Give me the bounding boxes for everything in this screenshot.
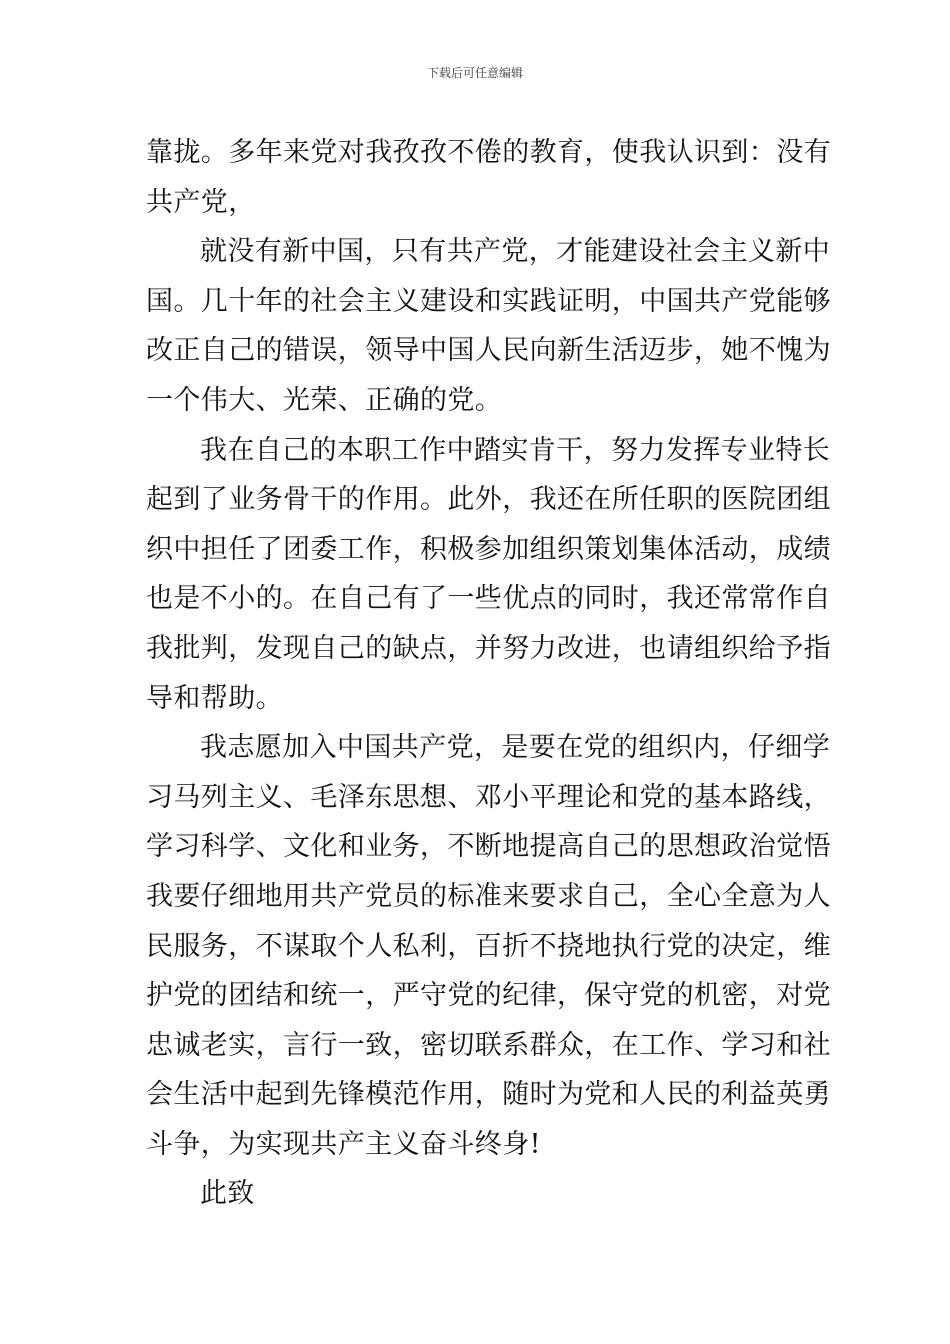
text-line: 我志愿加入中国共产党，是要在党的组织内，仔细学	[200, 732, 831, 764]
text-line: 习马列主义、毛泽东思想、邓小平理论和党的基本路线，	[146, 781, 831, 813]
text-line: 就没有新中国，只有共产党，才能建设社会主义新中	[200, 236, 831, 268]
text-line: 也是不小的。在自己有了一些优点的同时，我还常常作自	[146, 583, 831, 615]
closing-salutation	[146, 1169, 816, 1219]
text-line: 我批判，发现自己的缺点，并努力改进，也请组织给予指	[146, 632, 831, 664]
document-body	[146, 128, 831, 1219]
paragraph-1	[146, 128, 831, 227]
text-line: 一个伟大、光荣、正确的党。	[146, 384, 503, 416]
text-line: 民服务，不谋取个人私利，百折不挠地执行党的决定，维	[146, 930, 831, 962]
text-line: 织中担任了团委工作，积极参加组织策划集体活动，成绩	[146, 533, 831, 565]
text-line: 导和帮助。	[146, 682, 283, 714]
text-line: 改正自己的错误，领导中国人民向新生活迈步，她不愧为	[146, 335, 831, 367]
text-line: 我在自己的本职工作中踏实肯干，努力发挥专业特长	[200, 434, 831, 466]
paragraph-2	[146, 227, 831, 425]
paragraph-3	[146, 426, 831, 724]
text-line: 此致	[200, 1178, 255, 1210]
page-header-note: 下载后可任意编辑	[426, 66, 523, 80]
text-line: 忠诚老实，言行一致，密切联系群众，在工作、学习和社	[146, 1029, 831, 1061]
text-line: 共产党，	[146, 186, 256, 218]
text-line: 国。几十年的社会主义建设和实践证明，中国共产党能够	[146, 285, 831, 317]
text-line: 起到了业务骨干的作用。此外，我还在所任职的医院团组	[146, 484, 831, 516]
text-line: 靠拢。多年来党对我孜孜不倦的教育，使我认识到：没有	[146, 137, 831, 168]
text-line: 学习科学、文化和业务，不断地提高自己的思想政治觉悟	[146, 831, 831, 863]
paragraph-4	[146, 723, 831, 1169]
text-line: 我要仔细地用共产党员的标准来要求自己，全心全意为人	[146, 880, 831, 912]
text-line: 斗争，为实现共产主义奋斗终身!	[146, 1128, 541, 1160]
text-line: 护党的团结和统一，严守党的纪律，保守党的机密，对党	[146, 980, 831, 1012]
text-line: 会生活中起到先锋模范作用，随时为党和人民的利益英勇	[146, 1079, 831, 1111]
